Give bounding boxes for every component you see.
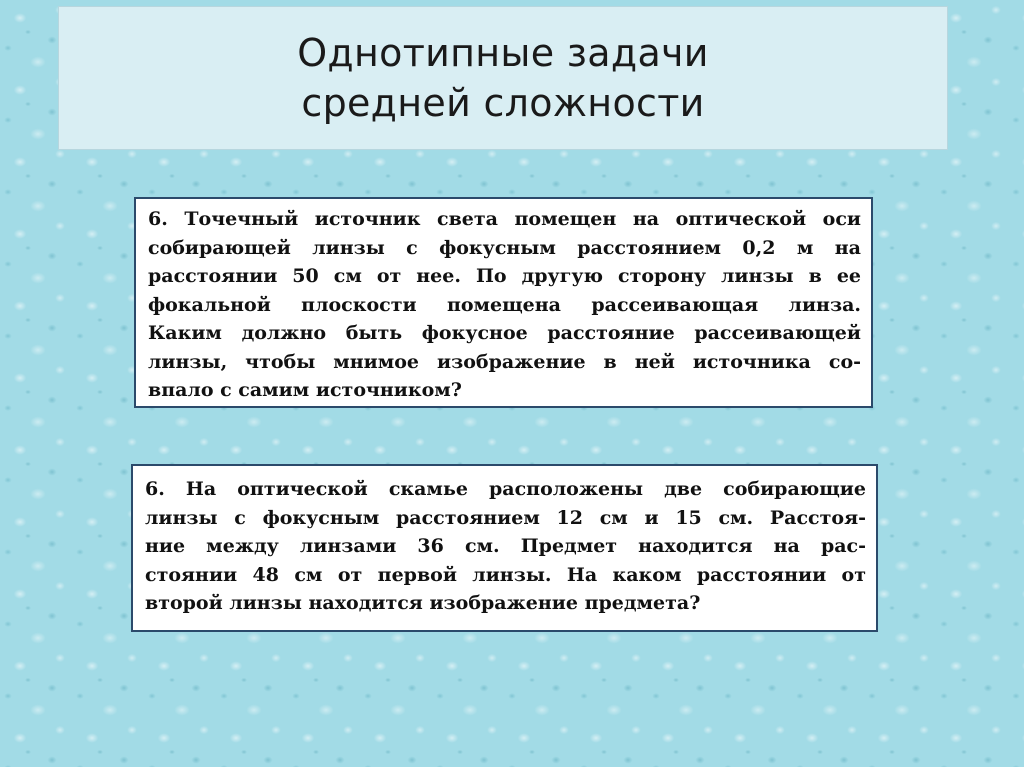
problem-1-line: собирающей линзы с фокусным расстоянием 0,2 м на bbox=[148, 236, 861, 259]
problem-1-line: расстоянии 50 см от нее. По другую сторону линзы в ее bbox=[148, 265, 861, 287]
problem-1-line: фокальной плоскости помещена рассеивающая линза. bbox=[148, 293, 861, 316]
problem-2-line: 6. На оптической скамье расположены две собирающие bbox=[145, 478, 866, 500]
problem-1-line: впало с самим источником? bbox=[148, 379, 462, 401]
problem-2-line: линзы с фокусным расстоянием 12 см и 15 см. Расстоя- bbox=[145, 506, 866, 529]
problem-2-line: ние между линзами 36 см. Предмет находится на рас- bbox=[145, 535, 866, 557]
problem-card-2 bbox=[131, 464, 878, 632]
problem-card-1 bbox=[134, 197, 873, 408]
slide-title-line-2: средней сложности bbox=[301, 81, 705, 125]
problem-2-line: второй линзы находится изображение предмета? bbox=[145, 592, 701, 614]
slide-title-line-1: Однотипные задачи bbox=[297, 31, 709, 75]
problem-2-line: стоянии 48 см от первой линзы. На каком расстоянии от bbox=[145, 563, 866, 586]
problem-1-line: 6. Точечный источник света помещен на оптической оси bbox=[148, 208, 861, 230]
problem-1-line: линзы, чтобы мнимое изображение в ней источника со- bbox=[148, 350, 861, 373]
slide-title-box bbox=[58, 6, 948, 150]
problem-1-line: Каким должно быть фокусное расстояние рассеивающей bbox=[148, 322, 861, 344]
